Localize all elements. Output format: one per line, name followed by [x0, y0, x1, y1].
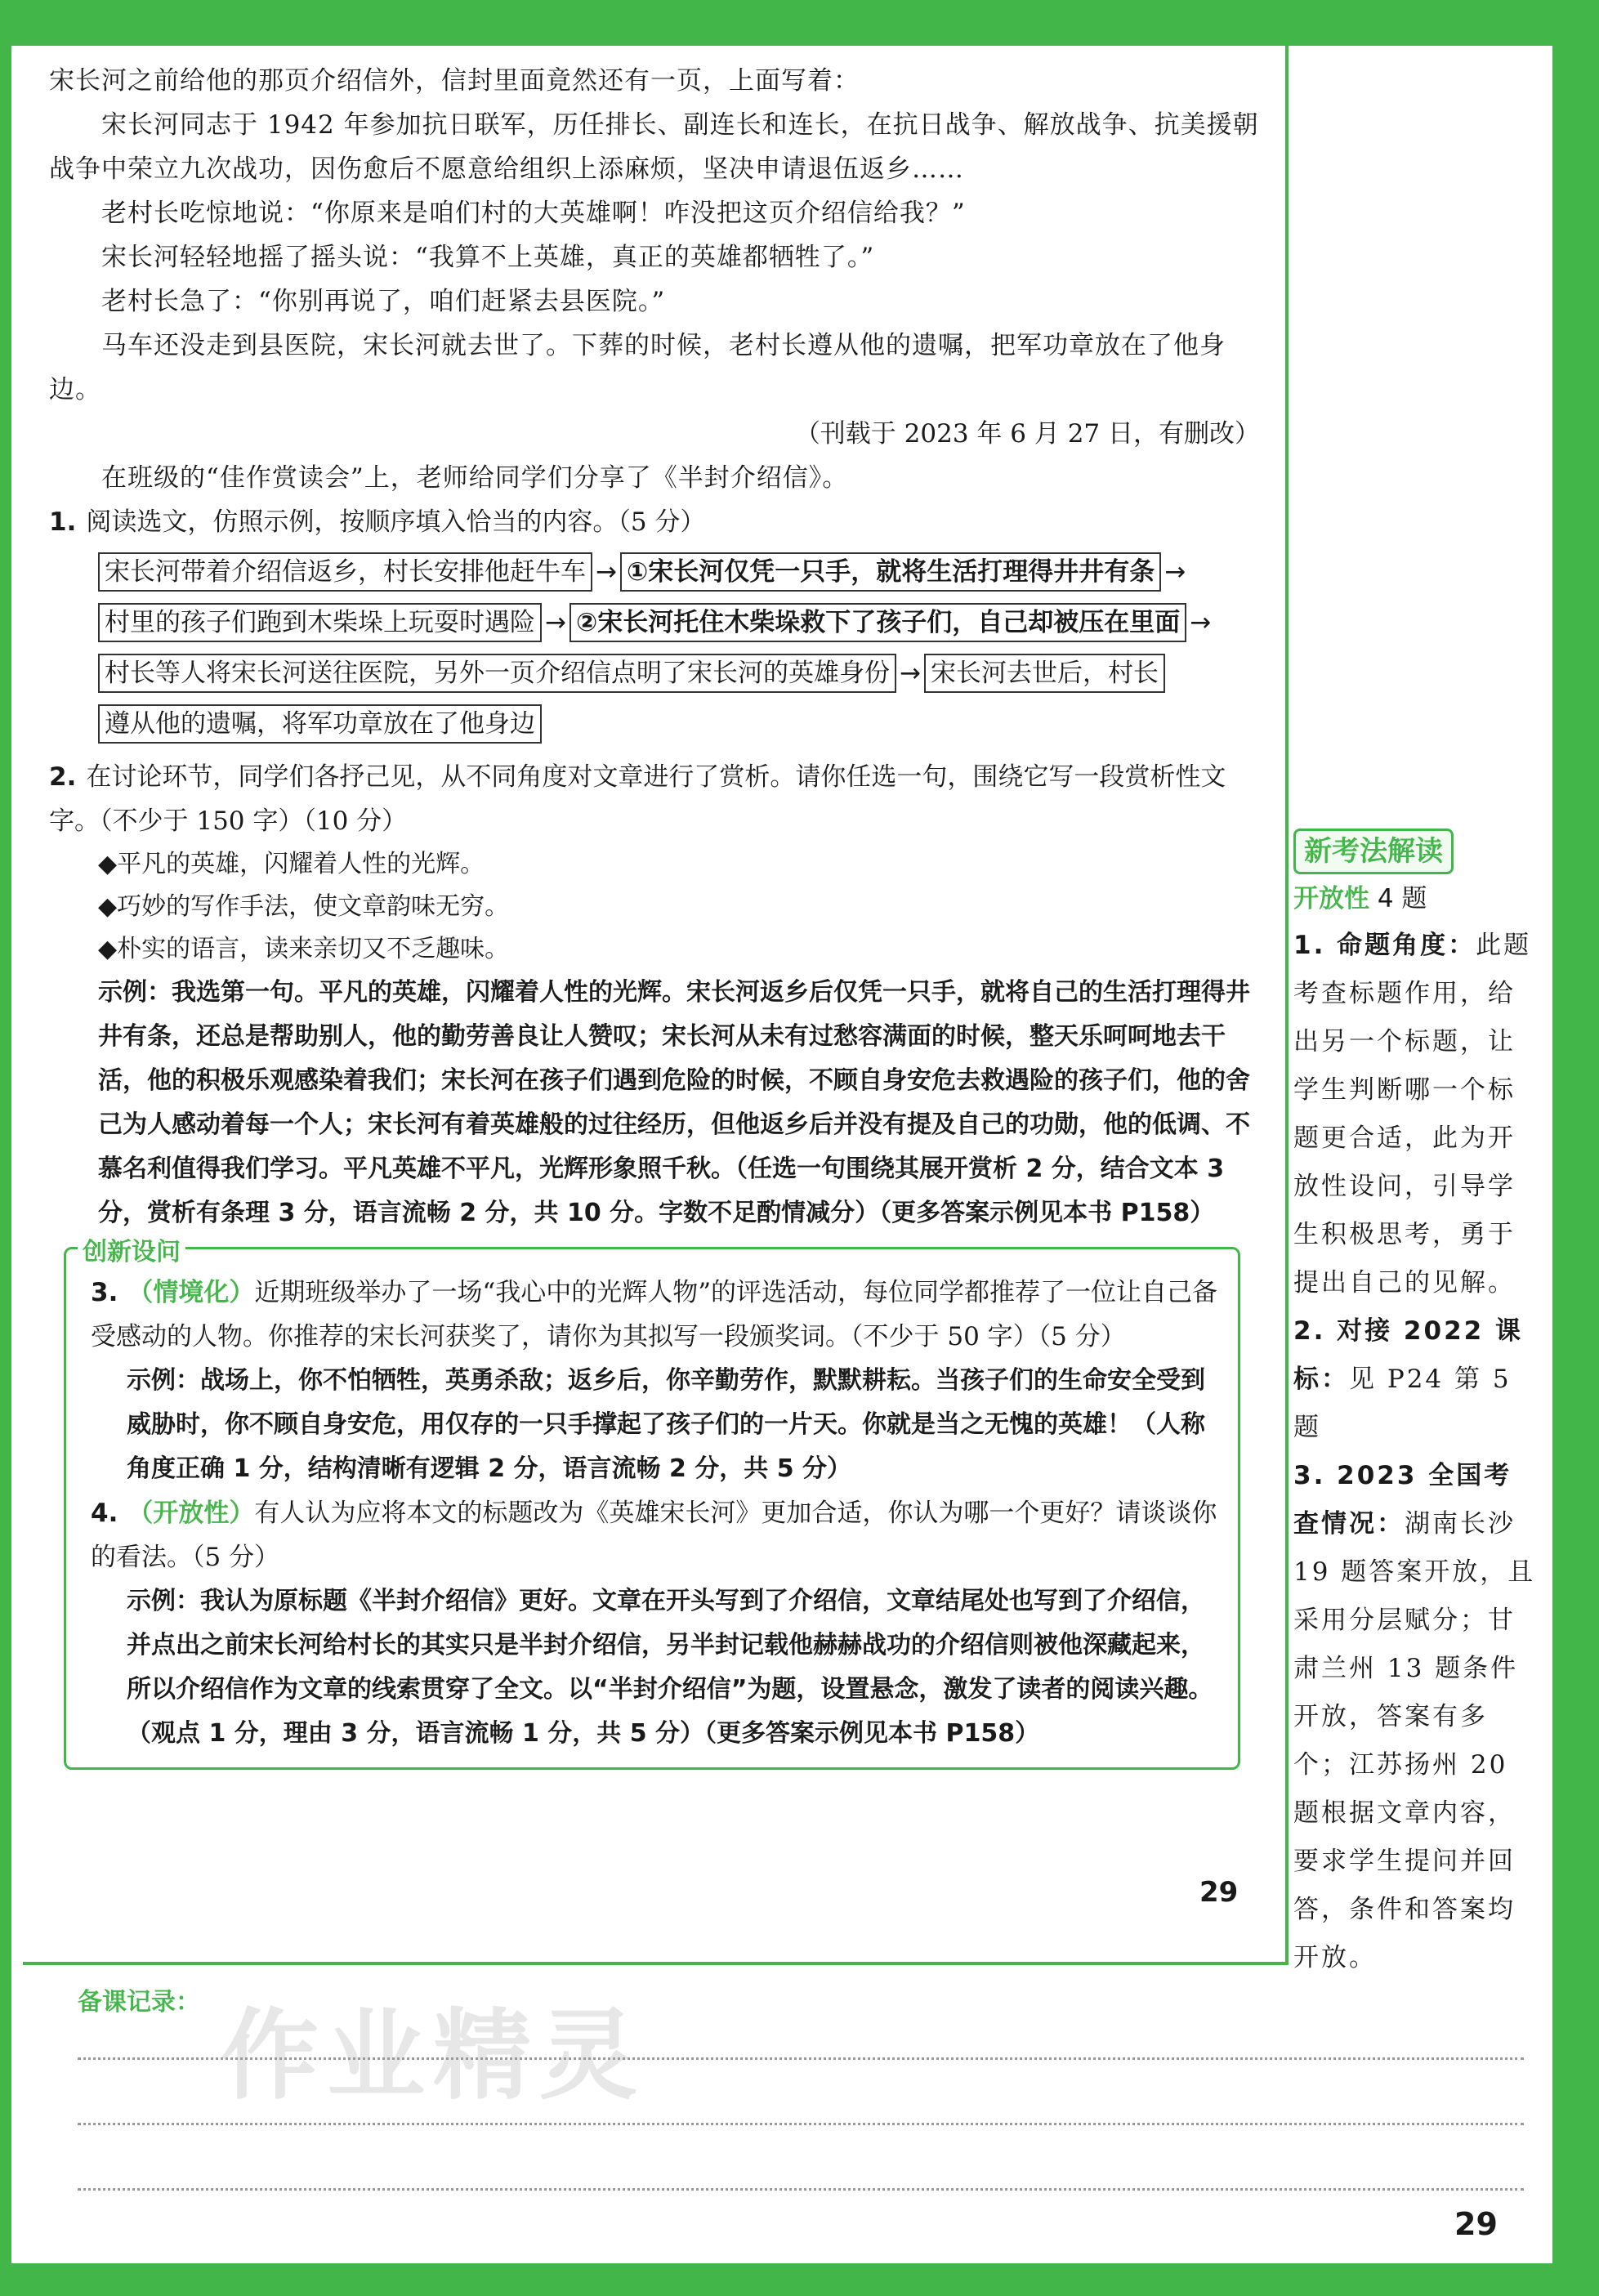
- bullet-item: ◆平凡的英雄，闪耀着人性的光辉。: [98, 850, 485, 878]
- notes-label: 备课记录：: [78, 1988, 200, 2017]
- frame-top-bar: [0, 0, 1599, 46]
- question-text: 阅读选文，仿照示例，按顺序填入恰当的内容。（5 分）: [86, 507, 706, 537]
- passage-p5: 老村长急了：“你别再说了，咱们赶紧去县医院。”: [101, 287, 666, 316]
- arrow-icon: →: [545, 608, 566, 637]
- page-number: 29: [1199, 1876, 1239, 1909]
- question-text: 在讨论环节，同学们各抒己见，从不同角度对文章进行了赏析。请你任选一句，围绕它写一段赏析性文字。（不少于 150 字）（10 分）: [49, 762, 1226, 836]
- main-content: [49, 59, 1266, 1770]
- arrow-icon: →: [1190, 608, 1212, 637]
- sidebar-subtitle: [1293, 881, 1427, 917]
- sidebar-item-label: 2. 对接 2022 课标：: [1293, 1316, 1524, 1394]
- notes-line: [78, 2057, 1524, 2060]
- arrow-icon: →: [900, 659, 921, 688]
- flow-row: [98, 552, 1266, 592]
- question-1: [49, 500, 1266, 544]
- arrow-icon: →: [1164, 557, 1186, 587]
- notes-line: [78, 2188, 1524, 2191]
- question-number: 1.: [49, 507, 77, 537]
- passage-p3: 老村长吃惊地说：“你原来是咱们村的大英雄啊！咋没把这页介绍信给我？”: [101, 199, 966, 228]
- question-tag: （开放性）: [127, 1499, 255, 1528]
- answer-text: 示例：我选第一句。平凡的英雄，闪耀着人性的光辉。宋长河返乡后仅凭一只手，就将自己的生活打理得井井有条，还总是帮助别人，他的勤劳善良让人赞叹；宋长河从未有过愁容满面的时候，整天乐呵呵地去干活，他的积极乐观感染着我们；宋长河在孩子们遇到危险的时候，不顾自身安危去救遇险的孩子们，他的舍己为人感动着每一个人；宋长河有着英雄般的过往经历，但他返乡后并没有提及自己的功勋，他的低调、不慕名利值得我们学习。平凡英雄不平凡，光辉形象照千秋。（任选一句围绕其展开赏析 2 分，结合文本 3 分，赏析有条理 3 分，语言流畅 2 分，共 10 分。字数不足酌情减分）（更多答案示例见本书 P158）: [98, 978, 1250, 1227]
- flow-row: [98, 603, 1266, 642]
- passage-p2: 宋长河同志于 1942 年参加抗日联军，历任排长、副连长和连长，在抗日战争、解放战争、抗美援朝战争中荣立九次战功，因伤愈后不愿意给组织上添麻烦，坚决申请退伍返乡……: [49, 110, 1259, 184]
- frame-bottom-bar: [0, 2263, 1599, 2296]
- passage-intro: 在班级的“佳作赏读会”上，老师给同学们分享了《半封介绍信》。: [101, 463, 849, 493]
- watermark: 作业精灵: [221, 1999, 645, 2113]
- sidebar-item-text: 此题考查标题作用，给出另一个标题，让学生判断哪一个标题更合适，此为开放性设问，引导学生积极思考，勇于提出自己的见解。: [1293, 931, 1532, 1298]
- sidebar-tag-ref: 4 题: [1377, 884, 1427, 913]
- sidebar-item-label: 3. 2023 全国考查情况：: [1293, 1461, 1512, 1539]
- frame-left-bar: [0, 0, 11, 2296]
- question-3: [91, 1271, 1222, 1359]
- innovation-box: [64, 1238, 1240, 1770]
- question-text: 有人认为应将本文的标题改为《英雄宋长河》更加合适，你认为哪一个更好？请谈谈你的看法。（5 分）: [91, 1499, 1217, 1572]
- flow-box: 宋长河带着介绍信返乡，村长安排他赶牛车: [98, 552, 592, 592]
- passage-p6: 马车还没走到县医院，宋长河就去世了。下葬的时候，老村长遵从他的遗嘱，把军功章放在了他身边。: [49, 331, 1226, 404]
- question-4: [91, 1491, 1222, 1579]
- question-tag: （情境化）: [127, 1278, 255, 1307]
- flow-box: 遵从他的遗嘱，将军功章放在了他身边: [98, 704, 542, 744]
- passage-p1: 宋长河之前给他的那页介绍信外，信封里面竟然还有一页，上面写着：: [49, 66, 860, 96]
- footer-page-number: 29: [1454, 2206, 1498, 2242]
- frame-right-bar: [1552, 0, 1599, 2296]
- passage-source: （刊载于 2023 年 6 月 27 日，有删改）: [794, 419, 1260, 449]
- question-text: 近期班级举办了一场“我心中的光辉人物”的评选活动，每位同学都推荐了一位让自己备受感动的人物。你推荐的宋长河获奖了，请你为其拟写一段颁奖词。（不少于 50 字）（5 分）: [91, 1278, 1218, 1351]
- flow-box: 宋长河去世后，村长: [924, 654, 1165, 693]
- bullet-item: ◆朴实的语言，读来亲切又不乏趣味。: [98, 935, 510, 963]
- flow-row: [98, 704, 1266, 744]
- sidebar-title: 新考法解读: [1293, 829, 1454, 874]
- sidebar-item-text: 见 P24 第 5 题: [1293, 1365, 1512, 1442]
- sidebar-item-label: 1. 命题角度：: [1293, 931, 1476, 960]
- answer-text: 示例：我认为原标题《半封介绍信》更好。文章在开头写到了介绍信，文章结尾处也写到了介绍信，并点出之前宋长河给村长的其实只是半封介绍信，另半封记载他赫赫战功的介绍信则被他深藏起来，所以介绍信作为文章的线索贯穿了全文。以“半封介绍信”为题，设置悬念，激发了读者的阅读兴趣。（观点 1 分，理由 3 分，语言流畅 1 分，共 5 分）（更多答案示例见本书 P158）: [127, 1587, 1213, 1748]
- question-number: 4.: [91, 1499, 118, 1528]
- notes-line: [78, 2123, 1524, 2125]
- flow-box: 村长等人将宋长河送往医院，另外一页介绍信点明了宋长河的英雄身份: [98, 654, 896, 693]
- answer-text: 示例：战场上，你不怕牺牲，英勇杀敌；返乡后，你辛勤劳作，默默耕耘。当孩子们的生命安全受到威胁时，你不顾自身安危，用仅存的一只手撑起了孩子们的一片天。你就是当之无愧的英雄！（人称角度正确 1 分，结构清晰有逻辑 2 分，语言流畅 2 分，共 5 分）: [127, 1366, 1205, 1483]
- question-number: 3.: [91, 1278, 118, 1307]
- arrow-icon: →: [596, 557, 617, 587]
- flow-answer-box: ①宋长河仅凭一只手，就将生活打理得井井有条: [620, 552, 1161, 592]
- question-number: 2.: [49, 762, 77, 792]
- flow-row: [98, 654, 1266, 693]
- question-2: [49, 755, 1266, 843]
- sidebar-body: [1293, 922, 1539, 1982]
- passage-p4: 宋长河轻轻地摇了摇头说：“我算不上英雄，真正的英雄都牺牲了。”: [101, 243, 875, 272]
- bullet-item: ◆巧妙的写作手法，使文章韵味无穷。: [98, 892, 510, 921]
- flow-box: 村里的孩子们跑到木柴垛上玩耍时遇险: [98, 603, 542, 642]
- sidebar-item-text: 湖南长沙 19 题答案开放，且采用分层赋分；甘肃兰州 13 题条件开放，答案有多个；江苏扬州 20 题根据文章内容，要求学生提问并回答，条件和答案均开放。: [1293, 1509, 1536, 1972]
- sidebar-tag: 开放性: [1293, 884, 1369, 913]
- innovation-title: 创新设问: [78, 1231, 185, 1267]
- flow-answer-box: ②宋长河托住木柴垛救下了孩子们，自己却被压在里面: [569, 603, 1186, 642]
